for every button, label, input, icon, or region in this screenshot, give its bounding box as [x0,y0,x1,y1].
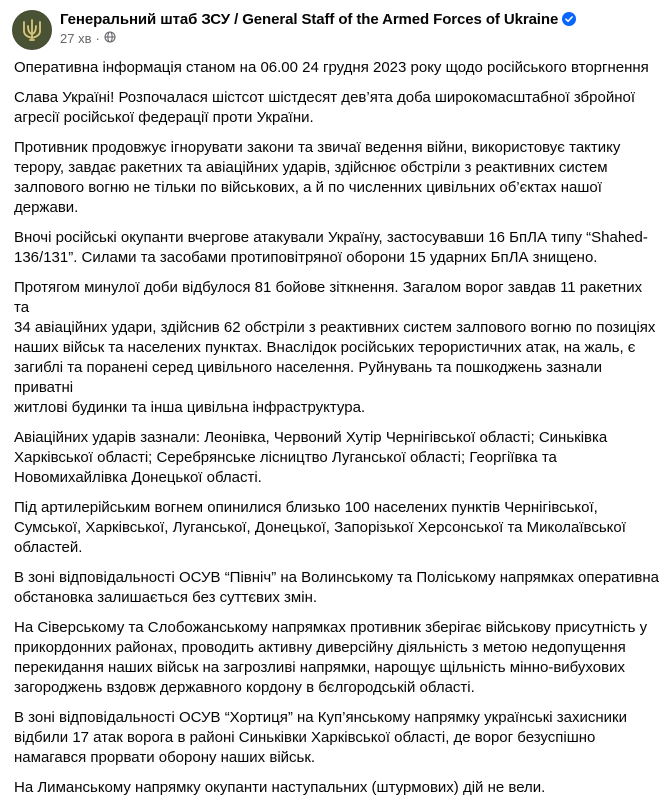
post-paragraph: Під артилерійським вогнем опинилися близько 100 населених пунктів Чернігівської, Сумської, Харківської, Луганської, Донецької, Запорізької Херсонської та Миколаївської областей. [14,499,626,556]
verified-badge-icon [562,12,576,30]
post-paragraph: В зоні відповідальності ОСУВ “Північ” на Волинському та Поліському напрямках оперативна обстановка залишається без суттєвих змін. [14,569,660,606]
post-header [12,10,652,50]
post-meta [60,31,116,46]
author-name[interactable]: Генеральний штаб ЗСУ / General Staff of the Armed Forces of Ukraine [60,11,559,28]
meta-separator: · [95,31,100,46]
trident-emblem-icon [19,17,45,43]
post-paragraph: Противник продовжує ігнорувати закони та звичаї ведення війни, використовує тактику терору, завдає ракетних та авіаційних ударів, здійснює обстріли з реактивних систем залпового вогню не тільки по військових, а й по численних цивільних об’єктах нашої держави. [14,139,621,216]
post-paragraph: Авіаційних ударів зазнали: Леонівка, Червоний Хутір Чернігівської області; Синьківка Харківської області; Серебрянське лісництво Луганської області; Георгіївка та Новомихайлівка Донецької області. [14,429,608,486]
post-paragraph: На Сіверському та Слобожанському напрямках противник зберігає військову присутність у прикордонних районах, проводить активну диверсійну діяльність з метою недопущення перекидання наших військ на загрозливі напрямки, нарощує щільність мінно-вибухових загороджень вздовж державного кордону в бєлгородській області. [14,619,648,696]
post-paragraph: Слава Україні! Розпочалася шістсот шістдесят дев’ята доба широкомасштабної збройної агресії російської федерації проти України. [14,89,636,126]
post-paragraph: Протягом минулої доби відбулося 81 бойове зіткнення. Загалом ворог завдав 11 ракетних та 34 авіаційних удари, здійснив 62 обстріли з реактивних систем залпового вогню по позиціях наших військ та населених пунктах. Внаслідок російських терористичних атак, на жаль, є загиблі та поранені серед цивільного населення. Руйнувань та пошкоджень зазнали приватні житлові будинки та інша цивільна інфраструктура. [14,279,656,416]
post-body [14,58,659,808]
post-paragraph: Вночі російські окупанти вчергове атакували Україну, застосувавши 16 БпЛА типу “Shahed- 136/131”. Силами та засобами протиповітряної оборони 15 ударних БпЛА знищено. [14,229,648,266]
post-author-link[interactable] [60,11,576,30]
post-paragraph: Оперативна інформація станом на 06.00 24 грудня 2023 року щодо російського вторгнення [14,59,649,76]
post-paragraph: В зоні відповідальності ОСУВ “Хортиця” на Куп’янському напрямку українські захисники відбили 17 атак ворога в районі Синьківки Харківської області, де ворог безуспішно намагався прорвати оборону наших військ. [14,709,627,766]
globe-icon[interactable] [104,31,116,46]
avatar[interactable] [12,10,52,50]
post-paragraph: На Лиманському напрямку окупанти наступальних (штурмових) дій не вели. [14,779,546,796]
post-timestamp[interactable]: 27 хв [60,31,92,46]
